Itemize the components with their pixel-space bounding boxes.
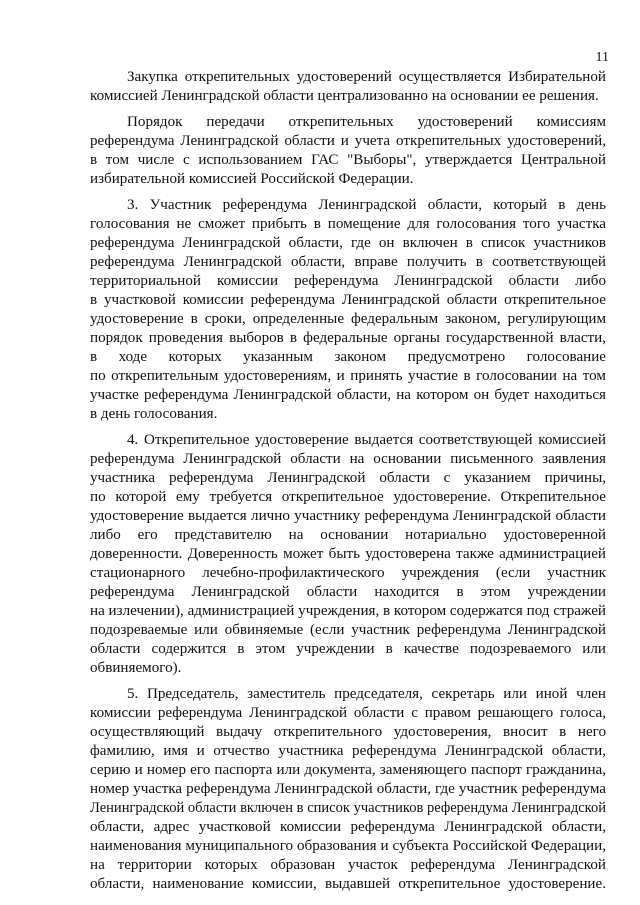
text-line: удостоверение выдается лично участнику референдума Ленинградской области xyxy=(90,508,606,524)
text-line: на территории которых образован участок референдума Ленинградской xyxy=(90,857,606,873)
text-line: референдума Ленинградской области на основании письменного заявления xyxy=(90,451,606,467)
text-line: доверенности. Доверенность может быть удостоверена также администрацией xyxy=(90,546,606,562)
page-number: 11 xyxy=(595,50,609,65)
text-line: фамилию, имя и отчество участника референдума Ленинградской области, xyxy=(90,743,606,759)
text-line: области содержится в этом учреждении в качестве подозреваемого или xyxy=(90,641,606,657)
text-line: в том числе с использованием ГАС "Выборы", утверждается Центральной xyxy=(90,152,606,168)
text-line: осуществляющий выдачу открепительного удостоверения, вносит в него xyxy=(90,724,606,740)
text-line: Закупка открепительных удостоверений осуществляется Избирательной xyxy=(127,69,606,85)
text-line: порядок проведения выборов в федеральные органы государственной власти, xyxy=(90,330,606,346)
text-line: Порядок передачи открепительных удостоверений комиссиям xyxy=(127,114,606,130)
text-line: участке референдума Ленинградской области, на котором он будет находиться xyxy=(90,387,606,403)
text-line: по открепительным удостоверениям, и принять участие в голосовании на том xyxy=(90,368,606,384)
text-line: 3. Участник референдума Ленинградской области, который в день xyxy=(127,197,606,213)
text-line: области, адрес участковой комиссии референдума Ленинградской области, xyxy=(90,819,606,835)
text-line: референдума Ленинградской области, вправе получить в соответствующей xyxy=(90,254,606,270)
text-line: в участковой комиссии референдума Ленинградской области открепительное xyxy=(90,292,606,308)
text-line: по которой ему требуется открепительное удостоверение. Открепительное xyxy=(90,489,606,505)
text-line: комиссией Ленинградской области централизованно на основании ее решения. xyxy=(90,88,599,104)
text-line: 5. Председатель, заместитель председателя, секретарь или иной член xyxy=(127,686,606,702)
text-line: наименования муниципального образования и субъекта Российской Федерации, xyxy=(90,838,606,854)
text-line: области, наименование комиссии, выдавшей открепительное удостоверение. xyxy=(90,876,606,892)
text-line: подозреваемые или обвиняемые (если участник референдума Ленинградской xyxy=(90,622,606,638)
text-line: в день голосования. xyxy=(90,406,218,422)
text-line: избирательной комиссией Российской Федерации. xyxy=(90,171,414,187)
text-line: серию и номер его паспорта или документа, заменяющего паспорт гражданина, xyxy=(90,762,606,778)
text-line: на излечении), администрацией учреждения, в котором содержатся под стражей xyxy=(90,603,606,619)
text-line: территориальной комиссии референдума Ленинградской области либо xyxy=(90,273,606,289)
text-line: голосования не сможет прибыть в помещение для голосования того участка xyxy=(90,216,606,232)
text-line: стационарного лечебно-профилактического учреждения (если участник xyxy=(90,565,606,581)
text-line: референдума Ленинградской области находится в этом учреждении xyxy=(90,584,606,600)
text-line: либо его представителю на основании нотариально удостоверенной xyxy=(90,527,606,543)
text-line: референдума Ленинградской области, где он включен в список участников xyxy=(90,235,606,251)
text-line: номер участка референдума Ленинградской области, где участник референдума xyxy=(90,781,606,797)
text-line: Ленинградской области включен в список участников референдума Ленинградской xyxy=(90,800,606,816)
text-line: участника референдума Ленинградской области с указанием причины, xyxy=(90,470,606,486)
text-line: удостоверение в сроки, определенные федеральным законом, регулирующим xyxy=(90,311,606,327)
text-line: обвиняемого). xyxy=(90,660,182,676)
text-line: в ходе которых указанным законом предусмотрено голосование xyxy=(90,349,606,365)
text-line: референдума Ленинградской области и учета открепительных удостоверений, xyxy=(90,133,606,149)
text-line: комиссии референдума Ленинградской области с правом решающего голоса, xyxy=(90,705,606,721)
text-line: 4. Открепительное удостоверение выдается соответствующей комиссией xyxy=(127,432,606,448)
